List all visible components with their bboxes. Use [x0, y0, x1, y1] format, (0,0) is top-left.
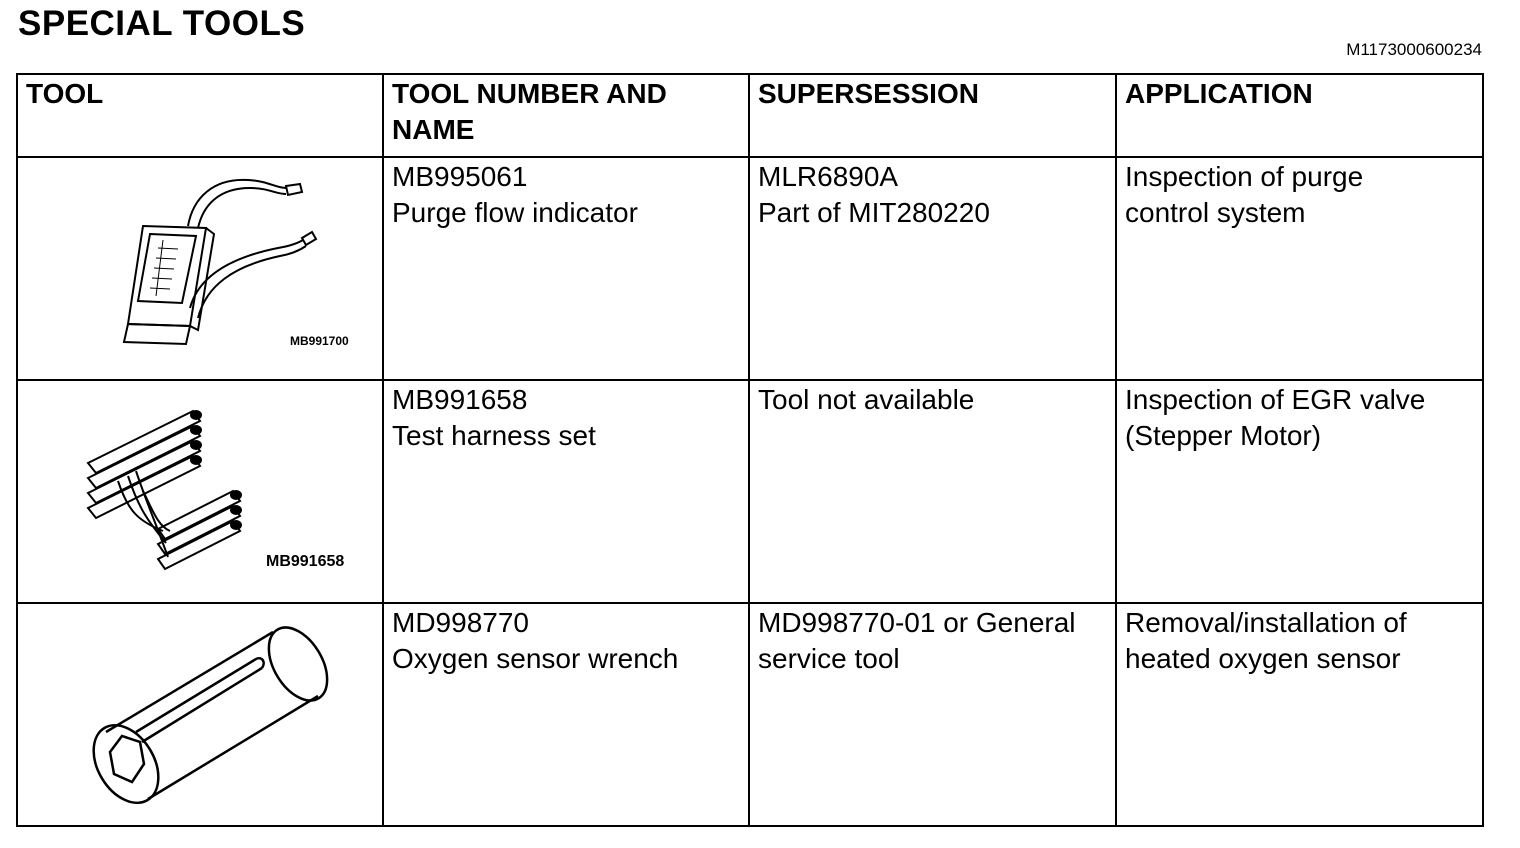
application-cell [1116, 157, 1483, 380]
application-text: Inspection of EGR valve [1125, 384, 1426, 415]
application-text: control system [1125, 197, 1306, 228]
tool-number: MB991658 [392, 384, 528, 415]
table-row [17, 380, 1483, 603]
tool-number-cell [383, 380, 749, 603]
supersession-cell [749, 603, 1116, 826]
supersession-text: service tool [758, 643, 900, 674]
supersession-text: Tool not available [758, 384, 975, 415]
column-header-tool-number: TOOL NUMBER AND NAME [383, 74, 749, 157]
application-text: (Stepper Motor) [1125, 420, 1322, 451]
tool-name: Test harness set [392, 420, 596, 451]
supersession-text: Part of MIT280220 [758, 197, 990, 228]
document-id: M1173000600234 [1346, 40, 1482, 59]
column-header-supersession: SUPERSESSION [749, 74, 1116, 157]
tool-image-label: MB991700 [290, 334, 349, 348]
supersession-cell [749, 380, 1116, 603]
table-row [17, 603, 1483, 826]
tool-number: MD998770 [392, 607, 529, 638]
tool-number: MB995061 [392, 161, 528, 192]
oxygen-sensor-wrench-illustration [18, 604, 384, 826]
tool-image-cell [17, 380, 383, 603]
application-cell [1116, 603, 1483, 826]
application-text: Removal/installation of [1125, 607, 1407, 638]
special-tools-table [16, 73, 1484, 827]
table-row [17, 157, 1483, 380]
tool-number-cell [383, 157, 749, 380]
tool-image-label: MB991658 [266, 553, 345, 570]
tool-image-cell [17, 157, 383, 380]
table-header-row [17, 74, 1483, 157]
supersession-text: MLR6890A [758, 161, 899, 192]
application-text: heated oxygen sensor [1125, 643, 1401, 674]
tool-number-cell [383, 603, 749, 826]
column-header-tool: TOOL [17, 74, 383, 157]
tool-name: Oxygen sensor wrench [392, 643, 679, 674]
application-cell [1116, 380, 1483, 603]
supersession-cell [749, 157, 1116, 380]
supersession-text: MD998770-01 or General [758, 607, 1076, 638]
column-header-application: APPLICATION [1116, 74, 1483, 157]
tool-image-cell [17, 603, 383, 826]
application-text: Inspection of purge [1125, 161, 1364, 192]
page-title: SPECIAL TOOLS [18, 4, 306, 43]
tool-name: Purge flow indicator [392, 197, 638, 228]
